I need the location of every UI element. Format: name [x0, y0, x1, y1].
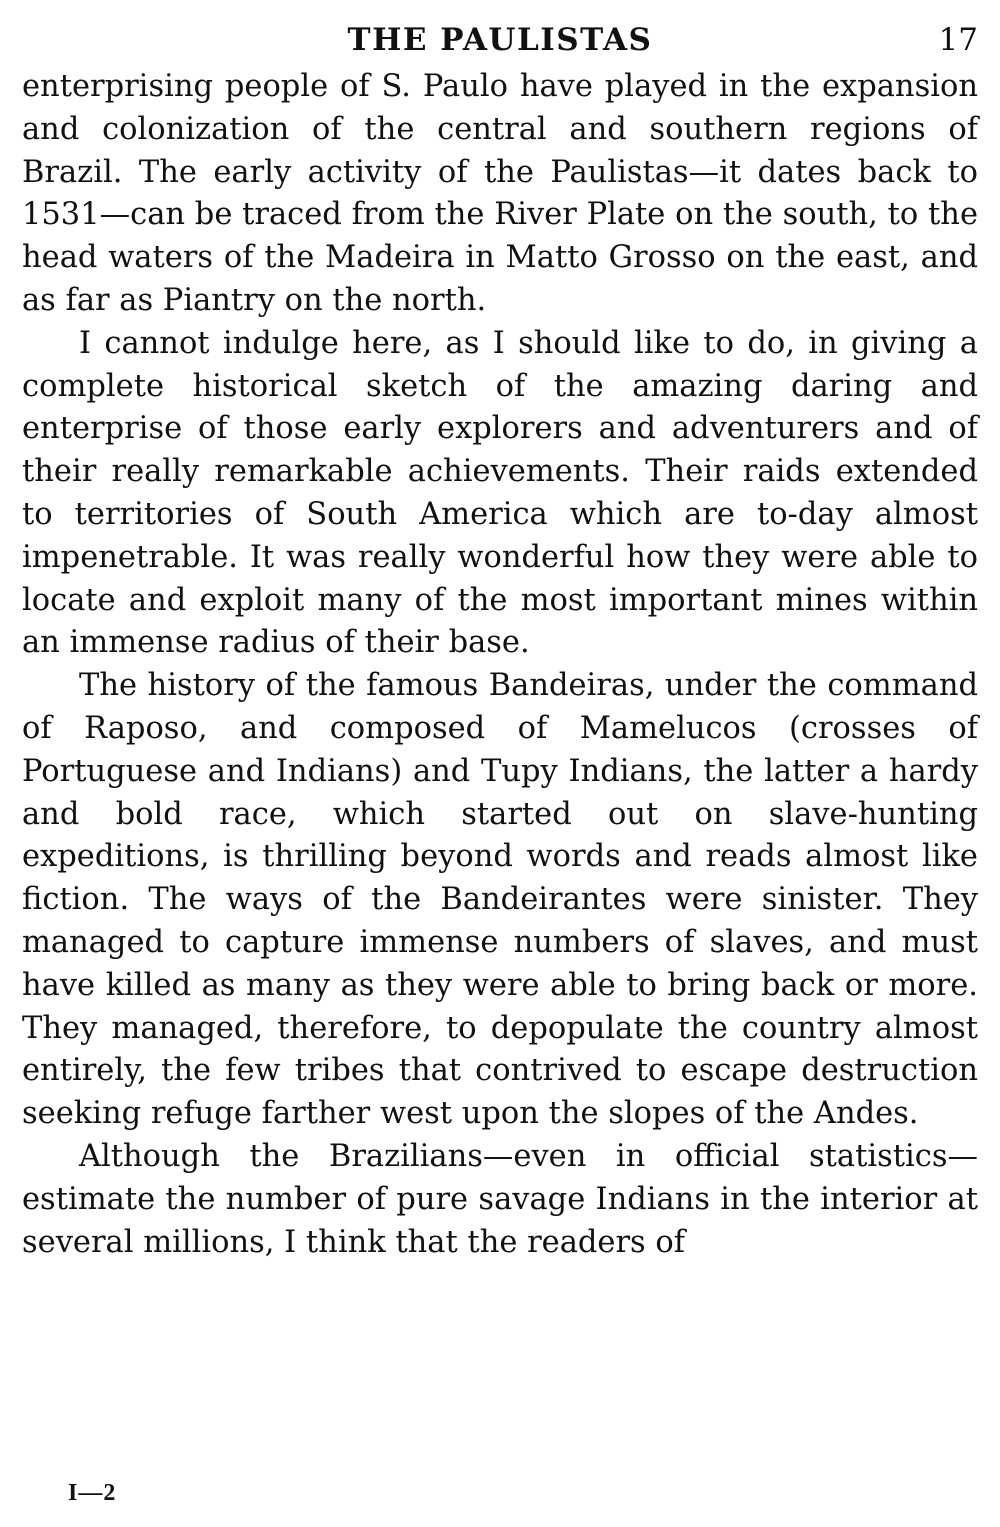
signature-mark: I—2: [68, 1480, 117, 1506]
book-page: [22, 18, 978, 1264]
running-title: THE PAULISTAS: [347, 22, 653, 58]
paragraph-continued: enterprising people of S. Paulo have played in the expansion and colonization of the central and southern regions of Brazil. The early activity of the Paulistas—it dates back to 1531—can be traced from the River Plate on the south, to the head waters of the Madeira in Matto Grosso on the east, and as far as Piantry on the north.: [22, 69, 978, 318]
running-head: [22, 18, 978, 66]
paragraph: Although the Brazilians—even in official statistics—estimate the number of pure savage Indians in the interior at several millions, I think that the readers of: [22, 1138, 978, 1260]
paragraph: I cannot indulge here, as I should like to do, in giving a complete historical sketch of the amazing daring and enterprise of those early explorers and adventurers and of their really remarkable achievements. Their raids extended to territories of South America which are to-day almost impenetrable. It was really wonderful how they were able to locate and exploit many of the most important mines within an immense radius of their base.: [22, 325, 978, 661]
page-number: 17: [938, 22, 978, 58]
paragraph: The history of the famous Bandeiras, under the command of Raposo, and composed of Mamelucos (crosses of Portuguese and Indians) and Tupy Indians, the latter a hardy and bold race, which started out on slave-hunting expeditions, is thrilling beyond words and reads almost like fiction. The ways of the Bandeirantes were sinister. They managed to capture immense numbers of slaves, and must have killed as many as they were able to bring back or more. They managed, therefore, to depopulate the country almost entirely, the few tribes that contrived to escape destruction seeking refuge farther west upon the slopes of the Andes.: [22, 668, 978, 1132]
